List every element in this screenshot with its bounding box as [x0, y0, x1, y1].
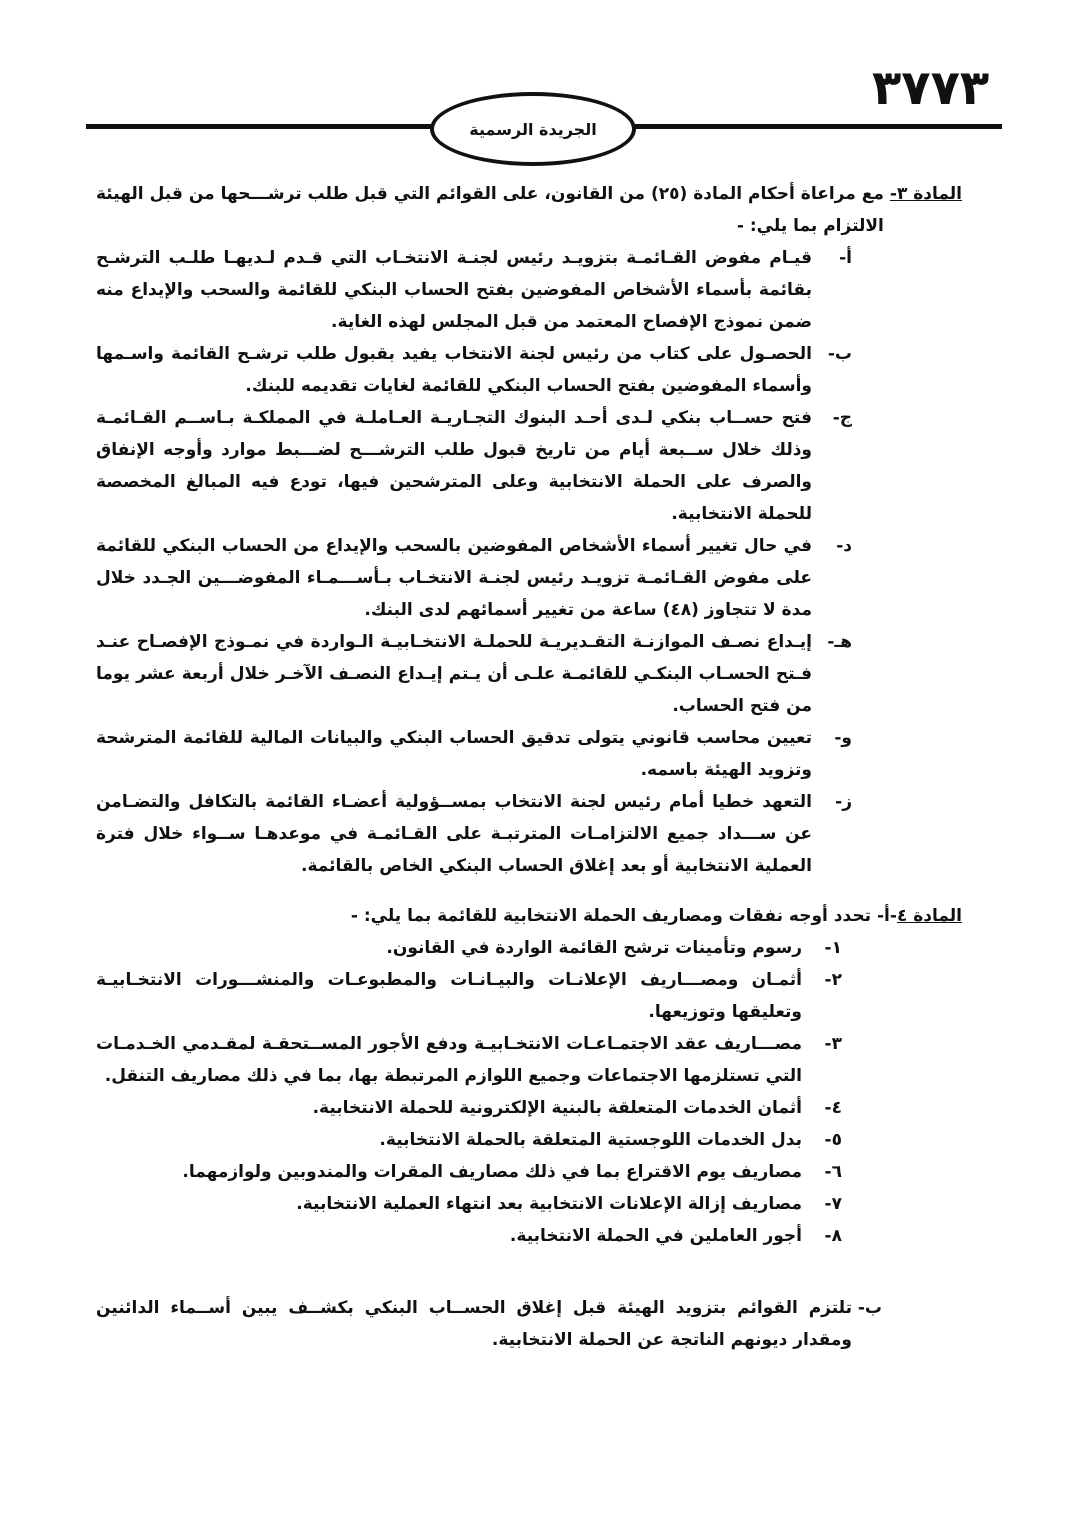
list-text: مصـــاريف عقد الاجتمـاعـات الانتخـابيـة ودفع الأجور المســتحقـة لمقـدمي الخـدمـات التي تستلزمها الاجتماعات وجميع اللوازم المرتبطة بها، بما في ذلك مصاريف التنقل. — [96, 1034, 802, 1086]
list-item — [96, 242, 852, 338]
list-text: مصاريف يوم الاقتراع بما في ذلك مصاريف المقرات والمندوبين ولوازمهما. — [182, 1162, 802, 1182]
list-marker: أ- — [839, 248, 852, 268]
article-4-label — [871, 900, 962, 932]
list-marker: ز- — [835, 792, 852, 812]
gazette-title-oval — [430, 92, 636, 166]
list-marker: و- — [834, 728, 852, 748]
list-text: في حال تغيير أسماء الأشخاص المفوضين بالسحب والإيداع من الحساب البنكي للقائمة على مفوض القـائمـة تزويـد رئيس لجنـة الانتخـاب بـأســـمـاء المفوضـــين الجـدد خلال مدة لا تتجاوز (٤٨) ساعة من تغيير أسمائهم لدى البنك. — [96, 536, 812, 620]
list-marker: هـ- — [827, 632, 852, 652]
article-4-intro: تحدد أوجه نفقات ومصاريف الحملة الانتخابية للقائمة بما يلي: - — [350, 906, 871, 926]
document-body — [96, 178, 962, 1356]
list-text: بدل الخدمات اللوجستية المتعلقة بالحملة الانتخابية. — [379, 1130, 802, 1150]
list-item — [96, 1156, 842, 1188]
article-3-label-text: المادة ٣- — [889, 184, 962, 204]
list-marker: ٦- — [824, 1162, 842, 1182]
gazette-title: الجريدة الرسمية — [469, 119, 597, 139]
article-3-label — [884, 178, 962, 242]
list-marker: ٥- — [824, 1130, 842, 1150]
article-3-heading — [96, 178, 962, 242]
list-text: فتح حســاب بنكي لـدى أحـد البنوك التجـاريـة العـاملـة في المملكـة بـاســم القـائمـة وذلك خلال ســبعة أيام من تاريخ قبول طلب الترشـــح لضـــبط موارد وأوجه الإنفاق والصرف على الحملة الانتخابية وعلى المترشحين فيها، تودع فيه المبالغ المخصصة للحملة الانتخابية. — [96, 408, 812, 524]
paragraph-text: تلتزم القوائم بتزويد الهيئة قبل إغلاق الحســاب البنكي بكشــف يبين أســماء الدائنين ومقدار ديونهم الناتجة عن الحملة الانتخابية. — [96, 1298, 852, 1350]
article-3-list — [96, 242, 852, 882]
list-marker: ٤- — [824, 1098, 842, 1118]
list-marker: ١- — [824, 938, 842, 958]
list-marker: ب- — [827, 344, 852, 364]
list-text: أجور العاملين في الحملة الانتخابية. — [509, 1226, 802, 1246]
list-text: أثمان الخدمات المتعلقة بالبنية الإلكترونية للحملة الانتخابية. — [312, 1098, 802, 1118]
article-4-list — [96, 932, 842, 1252]
list-marker: د- — [836, 536, 852, 556]
list-text: تعيين محاسب قانوني يتولى تدقيق الحساب البنكي والبيانات المالية للقائمة المترشحة وتزويد الهيئة باسمه. — [96, 728, 812, 780]
article-4-sub-marker: -أ- — [876, 906, 897, 926]
list-text: التعهد خطيا أمام رئيس لجنة الانتخاب بمســؤولية أعضـاء القائمة بالتكافل والتضـامن عن ســـداد جميع الالتزامـات المترتبـة على القـائمـة في موعدهـا ســواء خلال فترة العملية الانتخابية أو بعد إغلاق الحساب البنكي الخاص بالقائمة. — [96, 792, 812, 876]
list-text: إيـداع نصـف الموازنـة التقـديريـة للحملـة الانتخـابيـة الـواردة في نمـوذج الإفصـاح عنـد فـتح الحسـاب البنكـي للقائمـة علـى أن يـتم إيـداع النصـف الآخـر خلال أربعة عشر يوما من فتح الحساب. — [96, 632, 812, 716]
article-3-intro: مع مراعاة أحكام المادة (٢٥) من القانون، على القوائم التي قبل طلب ترشـــحها من قبل الهيئة الالتزام بما يلي: - — [96, 184, 884, 236]
list-item — [96, 964, 842, 1028]
article-4-paragraph-b — [96, 1292, 962, 1356]
list-item — [96, 530, 852, 626]
list-text: مصاريف إزالة الإعلانات الانتخابية بعد انتهاء العملية الانتخابية. — [296, 1194, 802, 1214]
list-item — [96, 722, 852, 786]
list-marker: ب- — [857, 1298, 882, 1318]
list-marker: ٧- — [824, 1194, 842, 1214]
list-item — [96, 1092, 842, 1124]
list-text: أثمـان ومصـــاريف الإعلانـات والبيـانـات والمطبوعـات والمنشـــورات الانتخـابيـة وتعليقها وتوزيعها. — [96, 970, 802, 1022]
list-item — [96, 338, 852, 402]
list-item — [96, 626, 852, 722]
list-item — [96, 932, 842, 964]
list-text: قيـام مفوض القـائمـة بتزويـد رئيس لجنـة الانتخـاب التي قـدم لـديهـا طلـب الترشـح بقائمة بأسماء الأشخاص المفوضين بفتح الحساب البنكي للقائمة والسحب والإيداع منه ضمن نموذج الإفصاح المعتمد من قبل المجلس لهذه الغاية. — [96, 248, 812, 332]
article-4-label-text: المادة ٤ — [896, 906, 962, 926]
list-item — [96, 1188, 842, 1220]
list-text: الحصـول على كتاب من رئيس لجنة الانتخاب يفيد بقبول طلب ترشـح القائمة واسـمها وأسماء المفوضين بفتح الحساب البنكي للقائمة لغايات تقديمه للبنك. — [96, 344, 812, 396]
list-item — [96, 786, 852, 882]
list-item — [96, 1124, 842, 1156]
list-marker: ٢- — [824, 970, 842, 990]
list-marker: ٨- — [824, 1226, 842, 1246]
page-number: ٣٧٧٣ — [872, 60, 990, 116]
list-item — [96, 1220, 842, 1252]
article-4-heading — [96, 900, 962, 932]
list-item — [96, 402, 852, 530]
list-marker: ٣- — [824, 1034, 842, 1054]
list-marker: ج- — [832, 408, 852, 428]
list-item — [96, 1028, 842, 1092]
list-text: رسوم وتأمينات ترشح القائمة الواردة في القانون. — [386, 938, 802, 958]
